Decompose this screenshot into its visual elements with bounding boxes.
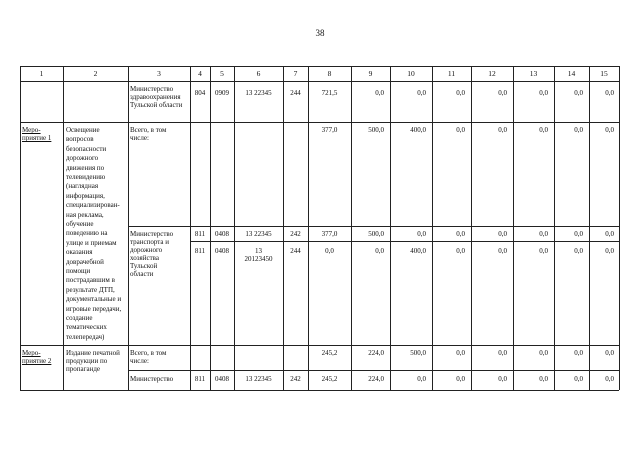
- event-description-line: (наглядная: [66, 182, 99, 191]
- amount-cell: 0,0: [539, 230, 548, 238]
- header-cell: 9: [368, 69, 373, 78]
- header-cell: 5: [220, 69, 224, 78]
- event-label-line: [22, 358, 51, 366]
- event-description-line: игровые передачи,: [66, 304, 122, 313]
- expense-type-code: 244: [290, 89, 301, 97]
- amount-cell: 0,0: [456, 247, 465, 255]
- event-description-line: движения по: [66, 163, 105, 172]
- grid-line: [190, 241, 619, 242]
- ministry-name-line: Министерство: [130, 230, 174, 238]
- event-description-line: доврачебной: [66, 257, 104, 266]
- section-code: 0909: [215, 89, 229, 97]
- grid-line: [589, 66, 590, 390]
- event-label-text: приятие 2: [22, 357, 52, 365]
- amount-cell: 0,0: [456, 375, 465, 383]
- event-description-line: поведению на: [66, 229, 108, 238]
- event-description-line: телепередач): [66, 332, 105, 341]
- amount-cell: 0,0: [417, 230, 426, 238]
- amount-cell: 0,0: [574, 89, 583, 97]
- target-code-line: 20123450: [244, 255, 273, 263]
- header-cell: 7: [293, 69, 298, 78]
- amount-cell: 0,0: [498, 375, 507, 383]
- total-label-line: числе:: [130, 134, 149, 142]
- amount-cell: 0,0: [605, 247, 614, 255]
- total-label-line: Всего, в том: [130, 349, 167, 357]
- amount-cell: 500,0: [368, 126, 384, 134]
- amount-cell: 0,0: [574, 375, 583, 383]
- grid-line: [432, 66, 433, 390]
- amount-cell: 0,0: [539, 375, 548, 383]
- header-cell: 3: [157, 69, 161, 78]
- event-description-line: обучение: [66, 220, 94, 228]
- header-cell: 1: [39, 69, 44, 78]
- amount-cell: 224,0: [368, 375, 384, 383]
- expense-type-code: 242: [290, 375, 301, 383]
- event-description-line: пострадавшим в: [66, 276, 115, 285]
- amount-cell: 0,0: [325, 247, 334, 255]
- event-label-text: Меро-: [22, 349, 41, 357]
- amount-cell: 245,2: [321, 349, 338, 357]
- section-code: 0408: [215, 230, 229, 238]
- amount-cell: 0,0: [605, 89, 614, 97]
- header-cell: 4: [198, 69, 202, 78]
- expense-type-code: 244: [290, 247, 301, 255]
- target-code-line: 13: [255, 247, 262, 255]
- admin-code: 811: [194, 247, 206, 255]
- amount-cell: 245,2: [321, 375, 338, 383]
- grid-line: [20, 81, 619, 82]
- grid-line: [351, 66, 352, 390]
- grid-line: [20, 345, 619, 346]
- amount-cell: 0,0: [539, 126, 548, 134]
- ministry-name-line: здравоохранения: [130, 93, 181, 101]
- amount-cell: 0,0: [417, 89, 426, 97]
- event-description-line: дорожного: [66, 154, 99, 163]
- budget-table: [20, 66, 619, 390]
- grid-line: [210, 66, 211, 390]
- amount-cell: 0,0: [539, 89, 548, 97]
- page-number: 38: [315, 28, 325, 38]
- target-code: 13 22345: [245, 89, 272, 97]
- header-cell: 6: [256, 69, 261, 78]
- amount-cell: 0,0: [605, 126, 614, 134]
- amount-cell: 0,0: [605, 230, 614, 238]
- grid-line: [20, 66, 619, 67]
- grid-line: [283, 66, 284, 390]
- ministry-name-line: дорожного: [130, 246, 163, 254]
- amount-cell: 400,0: [410, 126, 426, 134]
- amount-cell: 0,0: [605, 349, 614, 357]
- expense-type-code: 242: [290, 230, 301, 238]
- admin-code: 804: [194, 89, 206, 97]
- admin-code: 811: [194, 230, 206, 238]
- ministry-name-line: Министерство: [130, 85, 174, 93]
- ministry-name-line: области: [130, 270, 154, 278]
- event-description-line: пропаганде: [66, 365, 100, 373]
- amount-cell: 0,0: [456, 126, 465, 134]
- event-description-line: оказания: [66, 248, 93, 257]
- amount-cell: 0,0: [498, 126, 507, 134]
- event-description-line: улице и приемам: [66, 238, 117, 247]
- event-description-line: вопросов: [66, 135, 94, 144]
- total-label-line: числе:: [130, 357, 149, 365]
- amount-cell: 0,0: [539, 247, 548, 255]
- amount-cell: 0,0: [574, 247, 583, 255]
- amount-cell: 0,0: [539, 349, 548, 357]
- amount-cell: 0,0: [456, 89, 465, 97]
- event-label-line: [22, 135, 51, 143]
- header-cell: 15: [600, 69, 608, 78]
- event-description-line: специализирован-: [66, 201, 120, 210]
- event-description-line: безопасности: [66, 144, 107, 153]
- amount-cell: 0,0: [498, 89, 507, 97]
- event-description-line: ная реклама,: [66, 210, 104, 219]
- event-label-text: приятие 1: [22, 134, 52, 142]
- event-description-line: тематических: [66, 323, 107, 332]
- total-label-line: Всего, в том: [130, 126, 167, 134]
- amount-cell: 400,0: [410, 247, 426, 255]
- event-description-line: Освещение: [66, 126, 100, 134]
- amount-cell: 0,0: [574, 126, 583, 134]
- amount-cell: 721,5: [321, 89, 338, 97]
- grid-line: [128, 226, 619, 227]
- grid-line: [20, 66, 21, 390]
- amount-cell: 0,0: [498, 230, 507, 238]
- amount-cell: 0,0: [498, 349, 507, 357]
- section-code: 0408: [215, 247, 229, 255]
- amount-cell: 0,0: [375, 89, 384, 97]
- ministry-name-line: транспорта и: [130, 238, 170, 246]
- amount-cell: 377,0: [321, 230, 338, 238]
- grid-line: [128, 66, 129, 390]
- target-code: 13 22345: [245, 375, 272, 383]
- amount-cell: 0,0: [498, 247, 507, 255]
- grid-line: [234, 66, 235, 390]
- header-cell: 13: [529, 69, 538, 78]
- amount-cell: 377,0: [321, 126, 338, 134]
- ministry-name: Министерство: [130, 375, 174, 383]
- header-cell: 8: [327, 69, 332, 78]
- event-description-line: телевидению: [66, 173, 106, 181]
- ministry-name-line: хозяйства: [130, 254, 159, 262]
- event-description-line: Издание печатной: [66, 349, 120, 357]
- target-code: 13 22345: [245, 230, 272, 238]
- ministry-name-line: Тульской области: [130, 101, 183, 109]
- ministry-name-line: Тульской: [130, 262, 158, 270]
- amount-cell: 0,0: [456, 230, 465, 238]
- amount-cell: 500,0: [410, 349, 426, 357]
- header-cell: 10: [407, 69, 415, 78]
- header-cell: 12: [488, 69, 496, 78]
- amount-cell: 0,0: [574, 349, 583, 357]
- amount-cell: 0,0: [375, 247, 384, 255]
- section-code: 0408: [215, 375, 229, 383]
- header-cell: 11: [447, 69, 456, 78]
- grid-line: [471, 66, 472, 390]
- grid-line: [20, 390, 619, 391]
- header-cell: 14: [567, 69, 576, 78]
- grid-line: [20, 122, 619, 123]
- amount-cell: 224,0: [368, 349, 384, 357]
- grid-line: [308, 66, 309, 390]
- grid-line: [513, 66, 514, 390]
- event-description-line: документальные и: [66, 295, 122, 304]
- amount-cell: 0,0: [605, 375, 614, 383]
- grid-line: [128, 370, 619, 371]
- grid-line: [190, 66, 191, 390]
- header-cell: 2: [93, 69, 98, 78]
- event-description-line: информация,: [66, 191, 105, 200]
- amount-cell: 0,0: [456, 349, 465, 357]
- grid-line: [554, 66, 555, 390]
- admin-code: 811: [194, 375, 206, 383]
- grid-line: [63, 66, 64, 390]
- event-description-line: создание: [66, 314, 93, 322]
- grid-line: [619, 66, 620, 390]
- amount-cell: 0,0: [574, 230, 583, 238]
- event-description-line: продукции по: [66, 357, 108, 365]
- event-label-text: Меро-: [22, 126, 41, 134]
- amount-cell: 500,0: [368, 230, 384, 238]
- amount-cell: 0,0: [417, 375, 426, 383]
- event-description-line: результате ДТП,: [66, 285, 115, 294]
- grid-line: [390, 66, 391, 390]
- event-description-line: помощи: [66, 267, 91, 275]
